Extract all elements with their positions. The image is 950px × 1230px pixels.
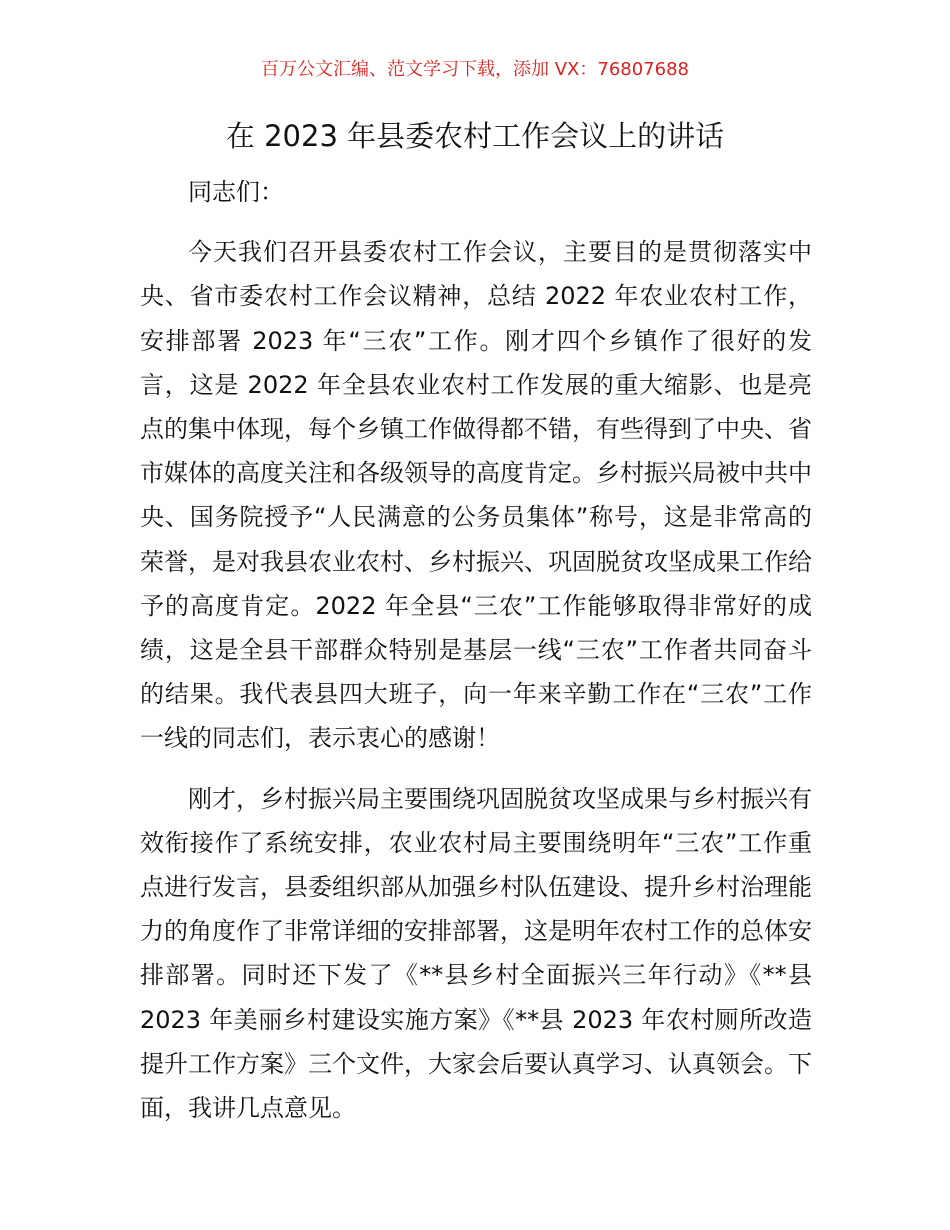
paragraph-2: 刚才，乡村振兴局主要围绕巩固脱贫攻坚成果与乡村振兴有效衔接作了系统安排，农业农村局主要围绕明年“三农”工作重点进行发言，县委组织部从加强乡村队伍建设、提升乡村治理能力的角度作了非常详细的安排部署，这是明年农村工作的总体安排部署。同时还下发了《**县乡村全面振兴三年行动》《**县 2023 年美丽乡村建设实施方案》《**县 2023 年农村厕所改造提升工作方案》三个文件，大家会后要认真学习、认真领会。下面，我讲几点意见。 [140,784,812,1123]
header-banner: 百万公文汇编、范文学习下载，添加 VX：76807688 [261,59,689,80]
paragraph-1: 今天我们召开县委农村工作会议，主要目的是贯彻落实中央、省市委农村工作会议精神，总结 2022 年农业农村工作，安排部署 2023 年“三农”工作。刚才四个乡镇作了很好的发言，这是 2022 年全县农业农村工作发展的重大缩影、也是亮点的集中体现，每个乡镇工作做得都不错，有些得到了中央、省市媒体的高度关注和各级领导的高度肯定。乡村振兴局被中共中央、国务院授予“人民满意的公务员集体”称号，这是非常高的荣誉，是对我县农业农村、乡村振兴、巩固脱贫攻坚成果工作给予的高度肯定。2022 年全县“三农”工作能够取得非常好的成绩，这是全县干部群众特别是基层一线“三农”工作者共同奋斗的结果。我代表县四大班子，向一年来辛勤工作在“三农”工作一线的同志们，表示衷心的感谢！ [140,238,812,753]
document-title: 在 2023 年县委农村工作会议上的讲话 [225,119,725,153]
document-body [140,170,812,1130]
salutation: 同志们： [188,178,284,206]
